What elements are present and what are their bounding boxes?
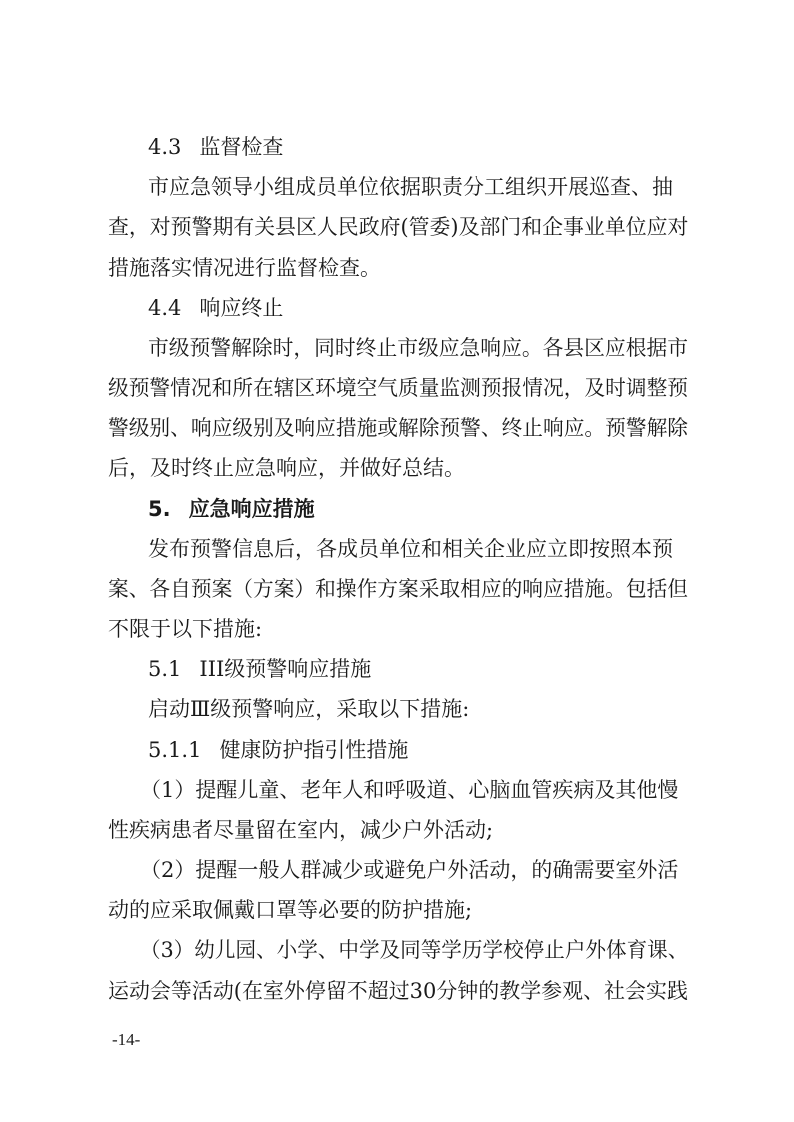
section-title: III级预警响应措施 [199,657,372,681]
section-number: 4.3 [148,135,182,159]
paragraph-line: 案、各自预案（方案）和操作方案采取相应的响应措施。包括但 [108,577,688,601]
list-item-line: （2）提醒一般人群减少或避免户外活动，的确需要室外活 [140,858,679,882]
paragraph-line: 措施落实情况进行监督检查。 [108,256,381,280]
section-title: 健康防护指引性措施 [219,738,409,762]
section-title: 响应终止 [199,296,284,320]
section-number: 5.1.1 [148,738,202,762]
section-heading-5-1 [148,654,371,684]
section-number: 4.4 [148,296,182,320]
paragraph-line: 启动Ⅲ级预警响应，采取以下措施: [148,697,470,721]
section-number: 5. [148,497,171,521]
list-item-line: （3）幼儿园、小学、中学及同等学历学校停止户外体育课、 [140,938,689,962]
paragraph-line: 级预警情况和所在辖区环境空气质量监测预报情况，及时调整预 [108,376,688,400]
paragraph-line: 警级别、响应级别及响应措施或解除预警、终止响应。预警解除 [108,416,688,440]
list-item-line: 性疾病患者尽量留在室内，减少户外活动; [108,818,494,842]
paragraph-line: 市应急领导小组成员单位依据职责分工组织开展巡查、抽 [148,175,673,199]
list-item-line: 运动会等活动(在室外停留不超过30分钟的教学参观、社会实践 [108,979,688,1003]
paragraph-line: 不限于以下措施: [108,617,263,641]
paragraph-line: 查，对预警期有关县区人民政府(管委)及部门和企事业单位应对 [108,215,689,239]
section-title: 监督检查 [199,135,284,159]
page-number: -14- [112,1030,141,1049]
list-item-line: （1）提醒儿童、老年人和呼吸道、心脑血管疾病及其他慢 [140,778,679,802]
section-heading-4-3 [148,132,283,162]
section-heading-5 [148,494,315,524]
section-title: 应急响应措施 [188,497,315,521]
section-heading-4-4 [148,293,283,323]
section-number: 5.1 [148,657,182,681]
paragraph-line: 发布预警信息后，各成员单位和相关企业应立即按照本预 [148,537,673,561]
list-item-line: 动的应采取佩戴口罩等必要的防护措施; [108,898,473,922]
paragraph-line: 后，及时终止应急响应，并做好总结。 [108,456,465,480]
section-heading-5-1-1 [148,735,408,765]
paragraph-line: 市级预警解除时，同时终止市级应急响应。各县区应根据市 [148,336,688,360]
